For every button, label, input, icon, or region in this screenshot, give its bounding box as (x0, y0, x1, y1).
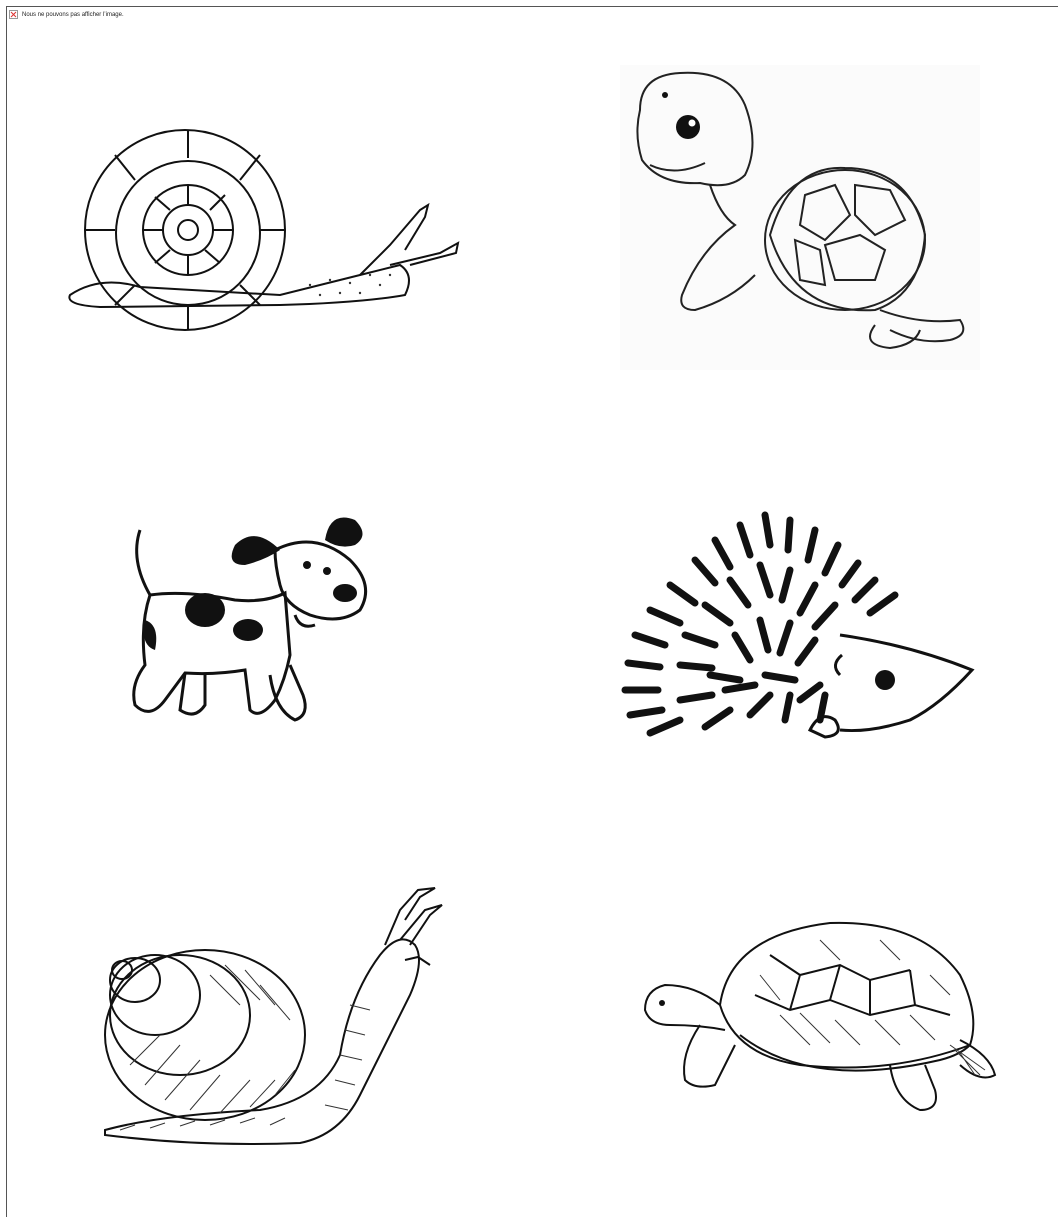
turtle-icon (620, 65, 980, 370)
snail-icon (60, 125, 470, 340)
broken-image-placeholder (9, 10, 124, 19)
spotted-dog-drawing (125, 505, 380, 730)
tortoise-icon (640, 915, 1000, 1115)
hedgehog-drawing (610, 505, 980, 750)
broken-image-icon (9, 10, 18, 19)
snail-icon (100, 885, 450, 1150)
realistic-snail-drawing (100, 885, 450, 1150)
cartoon-turtle-drawing (620, 65, 980, 370)
hedgehog-icon (610, 505, 980, 750)
spiral-snail-drawing (60, 125, 470, 340)
dog-icon (125, 505, 380, 730)
broken-image-message: Nous ne pouvons pas afficher l’image. (22, 11, 124, 18)
tortoise-drawing (640, 915, 1000, 1115)
